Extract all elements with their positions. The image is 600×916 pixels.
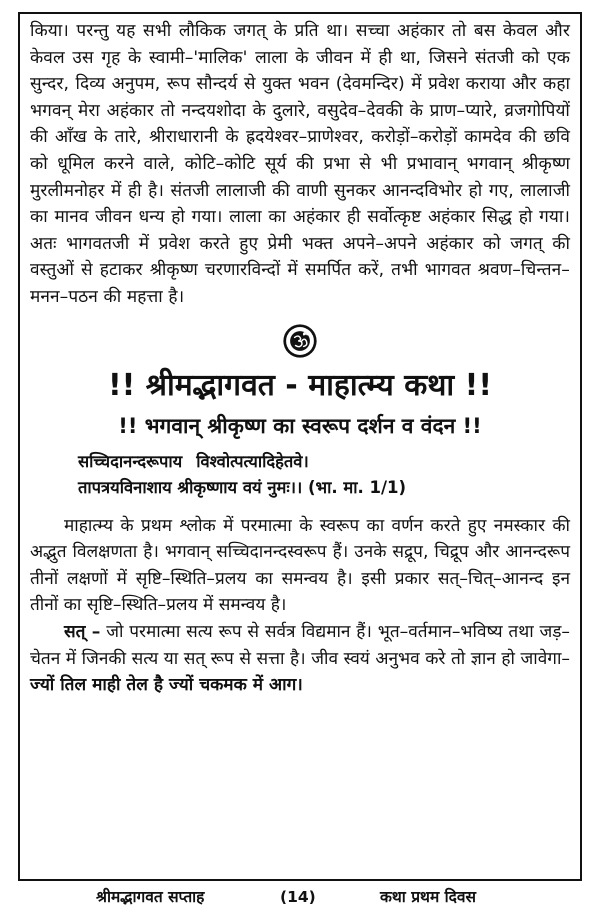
verse-line-1-part-a: सच्चिदानन्दरूपाय bbox=[78, 451, 183, 471]
verse-line-1-part-b: विश्वोत्पत्यादिहेतवे। bbox=[196, 451, 309, 471]
section-subtitle: !! भगवान् श्रीकृष्ण का स्वरूप दर्शन व वंदन !! bbox=[118, 413, 482, 438]
footer-section-name: कथा प्रथम दिवस bbox=[380, 888, 476, 906]
section-title: !! श्रीमद्भागवत - माहात्म्य कथा !! bbox=[107, 367, 493, 403]
footer-page-number: (14) bbox=[280, 888, 316, 906]
page-content bbox=[30, 18, 570, 699]
page-footer bbox=[18, 884, 582, 910]
emblem-container bbox=[30, 319, 570, 363]
page-frame bbox=[18, 12, 582, 881]
paragraph-sat bbox=[30, 619, 570, 699]
paragraph-explanation bbox=[30, 513, 570, 619]
paragraph-sat-text: जो परमात्मा सत्य रूप से सर्वत्र विद्यमान हैं। भूत–वर्तमान–भविष्य तथा जड़–चेतन में जिनकी सत्य या सत् रूप से सत्ता है। जीव स्वयं अनुभव करे तो ज्ञान हो जावेगा– bbox=[30, 621, 571, 669]
verse-block bbox=[30, 449, 570, 501]
verse-line-2: तापत्रयविनाशाय श्रीकृष्णाय वयं नुमः।। (भा. मा. 1/1) bbox=[78, 477, 407, 497]
term-sat: सत् – bbox=[64, 621, 101, 642]
verse-line-1 bbox=[78, 449, 570, 475]
paragraph-explanation-text: माहात्म्य के प्रथम श्लोक में परमात्मा के स्वरूप का वर्णन करते हुए नमस्कार की अद्भुत विलक्षणता है। भगवान् सच्चिदानन्दस्वरूप हैं। उनके सद्रूप, चिद्रूप और आनन्दरूप तीनों लक्षणों में सृष्टि–स्थिति–प्रलय का समन्वय है। इसी प्रकार सत्–चित्–आनन्द इन तीनों का सृष्टि–स्थिति–प्रलय में समन्वय है। bbox=[30, 515, 570, 616]
paragraph-intro: किया। परन्तु यह सभी लौकिक जगत् के प्रति था। सच्चा अहंकार तो बस केवल और केवल उस गृह के स्वामी–'मालिक' लाला के जीवन में ही था, जिसने संतजी को एक सुन्दर, दिव्य अनुपम, रूप सौन्दर्य से युक्त भवन (देवमन्दिर) में प्रवेश कराया और कहा भगवन् मेरा अहंकार तो नन्दयशोदा के दुलारे, वसुदेव–देवकी के प्राण–प्यारे, व्रजगोपियों की आँख के तारे, श्रीराधारानी के ह्रदयेश्वर–प्राणेश्वर, करोड़ों–करोड़ों कामदेव की छवि को धूमिल करने वाले, कोटि–कोटि सूर्य की प्रभा से भी प्रभावान् भगवान् श्रीकृष्ण मुरलीमनोहर में ही है। संतजी लालाजी की वाणी सुनकर आनन्दविभोर हो गए, लालाजी का मानव जीवन धन्य हो गया। लाला का अहंकार ही सर्वोत्कृष्ट अहंकार सिद्ध हो गया। अतः भागवतजी में प्रवेश करते हुए प्रेमी भक्त अपने–अपने अहंकार को जगत् की वस्तुओं से हटाकर श्रीकृष्ण चरणारविन्दों में समर्पित करें, तभी भागवत श्रवण–चिन्तन–मनन–पठन की महत्ता है। bbox=[30, 21, 570, 307]
om-emblem-icon bbox=[282, 323, 318, 359]
paragraph-sat-quote: ज्यों तिल माही तेल है ज्यों चकमक में आग। bbox=[30, 675, 303, 696]
footer-book-title: श्रीमद्भागवत सप्ताह bbox=[96, 888, 205, 906]
